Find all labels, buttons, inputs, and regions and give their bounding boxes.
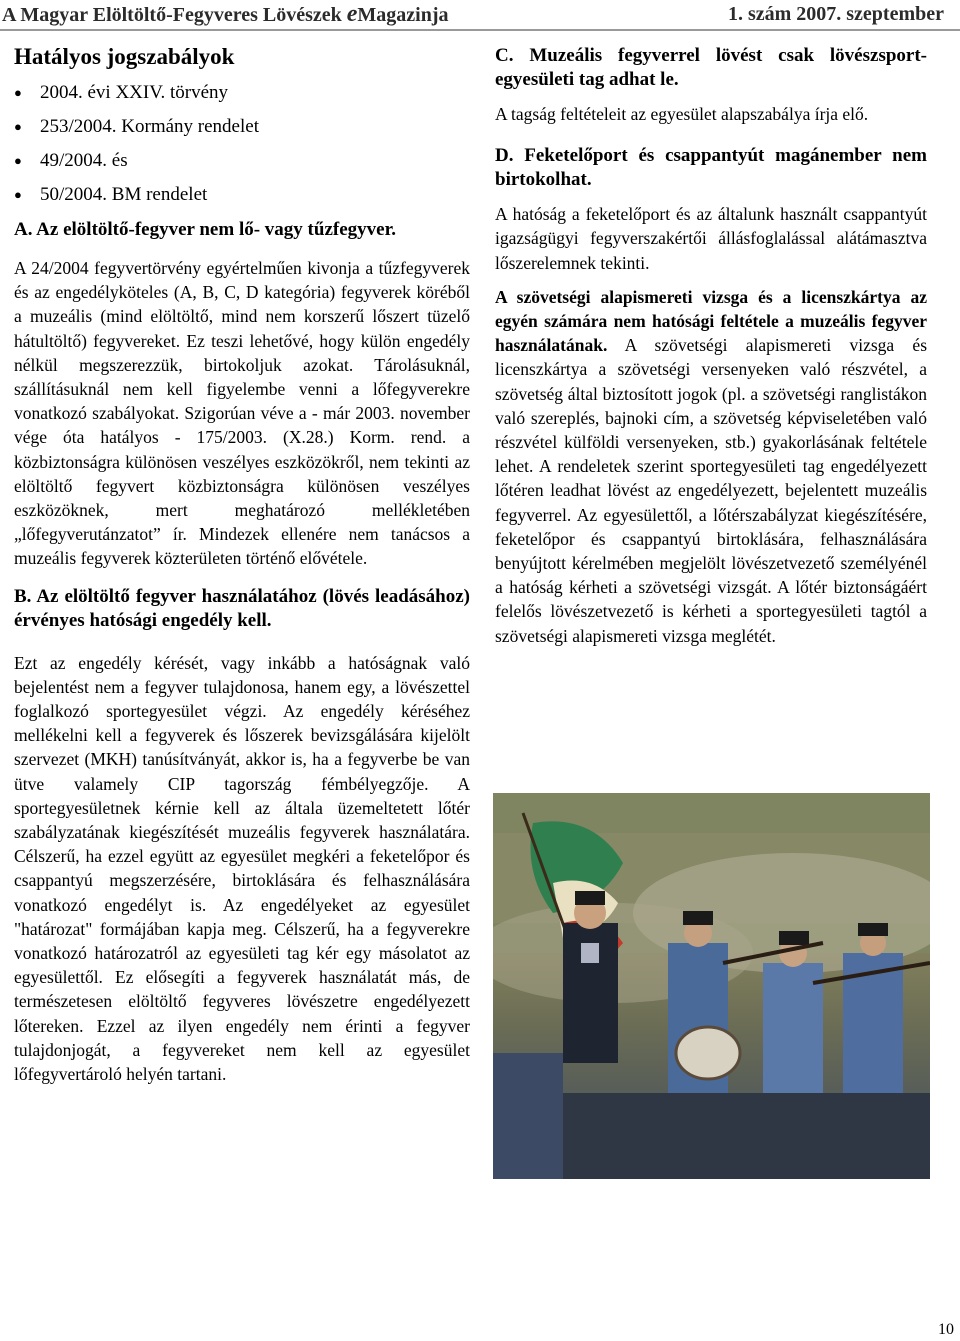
page-header [0,0,960,28]
reenactment-photo [493,793,930,1179]
issue-label: 1. szám 2007. szeptember [727,2,944,25]
paragraph-d: A hatóság a feketelőport és az általunk használt csappantyút igazságügyi fegyverszakértői állásfoglalással alátámasztva lőszerelemnek tekinti. [495,204,927,273]
page-number: 10 [938,1321,954,1338]
law-item: ● 2004. évi XXIV. törvény [14,76,470,110]
law-list [14,76,470,212]
law-item: ● 50/2004. BM rendelet [14,178,470,212]
section-heading: Hatályos jogszabályok [14,44,235,69]
law-item: ● 253/2004. Kormány rendelet [14,110,470,144]
section-c-title: C. Muzeális fegyverrel lövést csak lövészsport-egyesületi tag adhat le. [495,45,927,90]
reenactment-photo-illustration [493,793,930,1179]
paragraph-c: A tagság feltételeit az egyesület alapszabálya írja elő. [495,104,869,124]
section-a-title: A. Az elöltöltő-fegyver nem lő- vagy tűzfegyver. [14,219,397,240]
magazine-title: A Magyar Elöltöltő-Fegyveres Lövészek eMagazinja [2,0,449,27]
left-column [14,44,470,1086]
federation-bold-statement: A szövetségi alapismereti vizsga és a licenszkártya az egyén számára nem hatósági feltétele a muzeális fegyver használatának. [495,286,927,356]
section-b-title: B. Az elöltöltő fegyver használatához (lövés leadásához) érvényes hatósági engedély kell. [14,585,470,631]
paragraph-b: Ezt az engedély kérését, vagy inkább a hatóságnak való bejelentést nem a fegyver tulajdonosa, hanem egy, a lövészettel foglalkozó sportegyesület végzi. Az engedély kéréséhez mellékelni kell a fegyverek és lőszerek bevizsgálására kijelölt szervezet (MKH) tanúsítványát, akkor is, ha a fegyverbe be van ütve valamely CIP tagország fémbélyegzője. A sportegyesületnek kérnie kell az általa üzemeltetett lőtér szabályzatának kiegészítését muzeális fegyverek használatára. Célszerű, ha ezzel együtt az egyesület megkéri a feketelőpor és csappantyú megszerzésére, birtoklására és felhasználására vonatkozó engedélyt is. Az engedélyeket az egyesület "határozat" formájában kapja meg. Célszerű, ha a fegyverekre vonatkozó határozatról az egyesületi tag kér egy másolatot az egyesülettől. Ez elősegíti a fegyverek használatát más, de természetesen elöltöltő fegyveres lövészetre engedélyezett lőtereken. Ezzel az ilyen engedély nem érinti a fegyver tulajdonjogát, a fegyvereket nem kell az egyesület lőfegyvertároló helyén tartani. [14,652,470,1085]
paragraph-federation [495,285,927,648]
paragraph-a: A 24/2004 fegyvertörvény egyértelműen kivonja a tűzfegyverek és az engedélyköteles (A, B, C, D kategória) fegyverek köréből a muzeális (mind elöltöltő, mind nem korszerű lőszert tüzelő hátultöltő) fegyvereket. Ez teszi lehetővé, hogy külön engedély nélkül megszerezzük, birtokoljuk azokat. Tárolásuknál, szállításuknál nem kell figyelembe venni a lőfegyverekre vonatkozó szabályokat. Szigorúan véve a - már 2003. november vége óta hatályos - 175/2003. (X.28.) Korm. rend. a közbiztonságra különösen veszélyes eszközökről, nem tekinti az elöltöltő fegyvert közbiztonságra különösen veszélyes eszközöknek, mert meghatározó mellékletében „lőfegyverutánzatot” ír. Mindezek ellenére nem tanácsos a muzeális fegyverek közterületen történő elővétele. [14,258,470,569]
federation-text: A szövetségi alapismereti vizsga és licenszkártya a szövetségi versenyeken való részvétel, a szövetség által biztosított jogok (pl. a szövetségi ranglistákon való szereplés, bajnoki cím, a szövetség képviseletében való részvétel külföldi versenyeken, stb.) gyakorlásának feltétele lehet. A rendeletek szerint sportegyesületi tag engedélyezett lőtéren leadhat lövést az engedélyezett, bejelentett muzeális fegyverrel. Az egyesülettől, a lőtérszabályzat kiegészítésére, feketelőpor és csappantyú birtoklására, felhasználására benyújtott kérelmében megjelölt lövészetvezető személyénél a hatóság kérheti a szövetségi vizsgát. A lőtér biztonságáért felelős lövészetvezető is kérheti a sportegyesületi tagtól a szövetségi alapismereti vizsga meglétét. [495,335,927,646]
law-item: ● 49/2004. és [14,144,470,178]
e-logo-letter: e [346,0,358,27]
header-divider [0,29,960,31]
right-column [495,44,927,648]
section-d-title: D. Feketelőport és csappantyút magánember nem birtokolhat. [495,145,927,191]
